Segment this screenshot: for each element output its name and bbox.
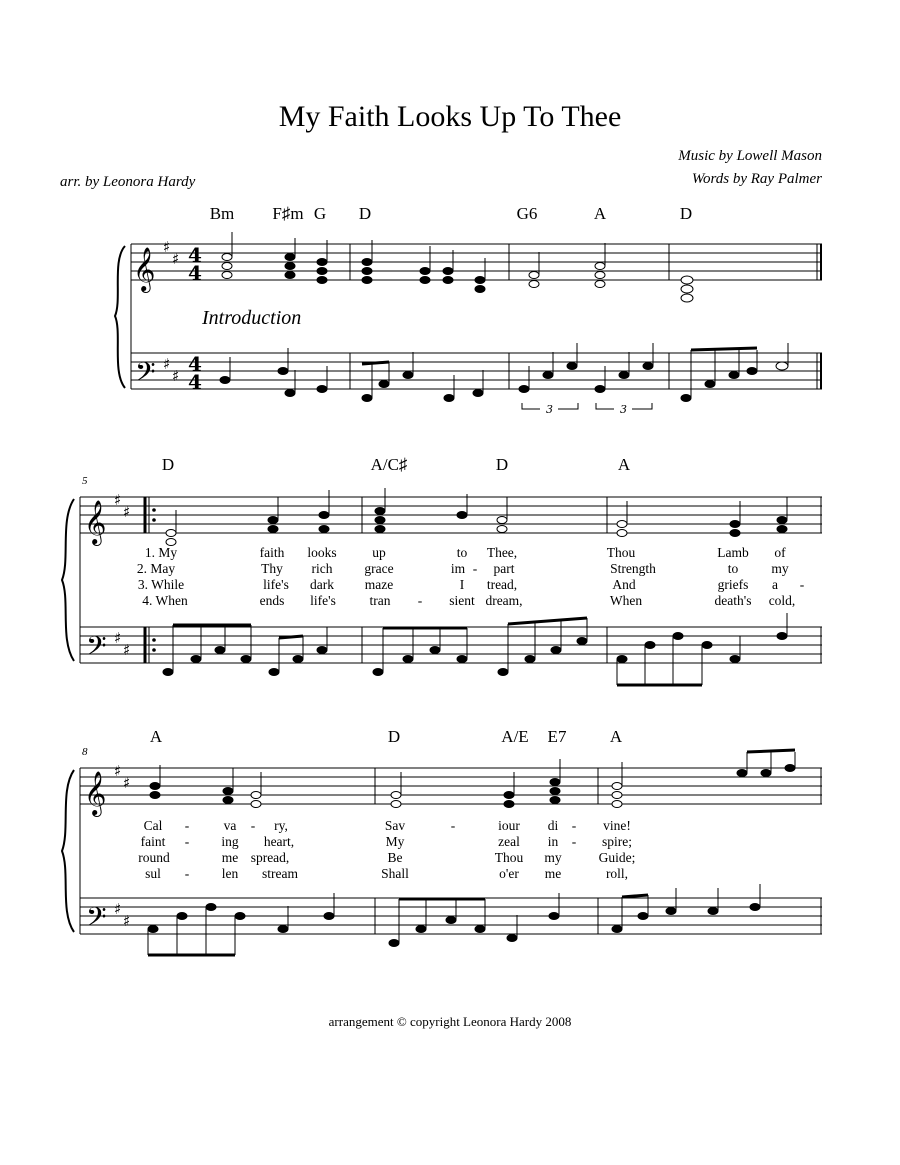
note	[166, 539, 176, 546]
note	[507, 935, 517, 942]
chord-symbol: D	[495, 455, 509, 474]
note	[595, 263, 605, 270]
note	[567, 363, 577, 370]
note	[420, 268, 430, 275]
brace	[62, 770, 74, 932]
note	[251, 792, 261, 799]
lyric-syllable: up	[372, 545, 386, 560]
note	[443, 268, 453, 275]
measure-number: 5	[82, 475, 88, 487]
lyric-syllable: dream,	[485, 593, 523, 608]
note	[278, 368, 288, 375]
lyric-syllable: life's	[263, 577, 289, 592]
note	[444, 395, 454, 402]
time-sig-bottom: 4	[188, 261, 202, 285]
note	[206, 904, 216, 911]
note	[317, 268, 327, 275]
note	[776, 362, 788, 370]
note	[681, 294, 693, 302]
triplet-number: 3	[546, 403, 553, 416]
note	[403, 372, 413, 379]
words-credit: Words by Ray Palmer	[691, 171, 822, 187]
lyric-syllable: 4. When	[142, 593, 188, 608]
note	[379, 381, 389, 388]
note	[504, 801, 514, 808]
sharp-icon: ♯	[114, 762, 122, 780]
lyric-syllable: faint	[140, 834, 166, 849]
lyric-syllable: -	[571, 834, 577, 849]
note	[666, 908, 676, 915]
note	[362, 395, 372, 402]
lyric-syllable: -	[250, 818, 256, 833]
note	[525, 656, 535, 663]
lyric-syllable: Sav	[384, 818, 406, 833]
lyric-syllable: im	[450, 561, 466, 576]
note	[750, 904, 760, 911]
lyric-syllable: -	[450, 818, 456, 833]
lyric-syllable: my	[771, 561, 789, 576]
lyric-syllable: roll,	[605, 866, 629, 881]
note	[612, 783, 622, 790]
lyric-syllable: 3. While	[137, 577, 185, 592]
lyric-syllable: stream	[262, 866, 298, 881]
note	[475, 277, 485, 284]
introduction-label: Introduction	[202, 307, 302, 329]
chord-symbol: D	[358, 204, 372, 223]
lyric-syllable: Lamb	[717, 545, 749, 560]
lyric-syllable: a	[772, 577, 778, 592]
note	[777, 526, 787, 533]
chord-symbol: D	[679, 204, 693, 223]
note	[215, 647, 225, 654]
lyric-syllable: Thy	[261, 561, 283, 576]
note	[577, 638, 587, 645]
treble-clef-icon: 𝄞	[133, 247, 156, 291]
note	[362, 277, 372, 284]
measure-number: 8	[82, 746, 88, 758]
note	[241, 656, 251, 663]
note	[163, 669, 173, 676]
lyric-syllable: sul	[145, 866, 161, 881]
note	[222, 263, 232, 270]
time-sig-top: 4	[188, 352, 202, 376]
note	[420, 277, 430, 284]
note	[617, 521, 627, 528]
note	[317, 277, 327, 284]
note	[389, 940, 399, 947]
lyric-syllable: di	[547, 818, 559, 833]
note	[375, 526, 385, 533]
note	[220, 377, 230, 384]
chord-symbol: A	[609, 727, 623, 746]
note	[638, 913, 648, 920]
lyric-syllable: -	[184, 818, 190, 833]
lyric-syllable: griefs	[717, 577, 749, 592]
note	[373, 669, 383, 676]
chord-symbol: A	[593, 204, 607, 223]
note	[391, 801, 401, 808]
lyric-syllable: rich	[311, 561, 333, 576]
chord-symbol: A/C♯	[370, 455, 408, 474]
note	[457, 656, 467, 663]
lyric-syllable: Strength	[610, 561, 656, 576]
brace	[62, 499, 74, 661]
note	[681, 395, 691, 402]
treble-staff-2	[80, 497, 822, 533]
note	[551, 647, 561, 654]
note	[681, 276, 693, 284]
note	[443, 277, 453, 284]
note	[285, 254, 295, 261]
lyric-syllable: vine!	[603, 818, 631, 833]
note	[737, 770, 747, 777]
note	[446, 917, 456, 924]
lyric-syllable: And	[612, 577, 636, 592]
lyric-syllable: Cal	[143, 818, 163, 833]
sharp-icon: ♯	[163, 355, 171, 373]
chord-symbol: G6	[516, 204, 538, 223]
treble-clef-icon: 𝄞	[84, 771, 107, 815]
sharp-icon: ♯	[114, 629, 122, 647]
note	[550, 779, 560, 786]
note	[617, 656, 627, 663]
note	[391, 792, 401, 799]
note	[416, 926, 426, 933]
note	[475, 926, 485, 933]
treble-clef-icon: 𝄞	[84, 500, 107, 544]
chord-symbol: A	[149, 727, 163, 746]
note	[612, 792, 622, 799]
note	[317, 259, 327, 266]
note	[645, 642, 655, 649]
lyric-syllable: spread,	[250, 850, 290, 865]
note	[730, 530, 740, 537]
lyric-syllable: in	[547, 834, 559, 849]
note	[617, 530, 627, 537]
note	[473, 390, 483, 397]
note	[375, 517, 385, 524]
note	[269, 669, 279, 676]
note	[729, 372, 739, 379]
note	[191, 656, 201, 663]
sharp-icon: ♯	[114, 491, 122, 509]
lyric-syllable: life's	[310, 593, 336, 608]
chord-symbol: A/E	[501, 727, 529, 746]
note	[278, 926, 288, 933]
lyric-syllable: death's	[714, 593, 752, 608]
lyric-syllable: Thou	[606, 545, 636, 560]
note	[285, 272, 295, 279]
note	[223, 788, 233, 795]
sharp-icon: ♯	[123, 641, 131, 659]
lyric-syllable: part	[493, 561, 515, 576]
lyric-syllable: ry,	[274, 818, 288, 833]
treble-staff-1	[131, 244, 822, 280]
lyric-syllable: I	[459, 577, 465, 592]
note	[612, 926, 622, 933]
lyric-syllable: o'er	[499, 866, 519, 881]
note	[403, 656, 413, 663]
bass-clef-icon: 𝄢	[86, 901, 107, 939]
lyric-syllable: looks	[307, 545, 337, 560]
lyric-syllable: len	[221, 866, 239, 881]
chord-symbol: E7	[547, 727, 567, 746]
note	[251, 801, 261, 808]
lyric-syllable: me	[544, 866, 562, 881]
note	[595, 386, 605, 393]
note	[235, 913, 245, 920]
lyric-syllable: to	[727, 561, 739, 576]
note	[619, 372, 629, 379]
note	[529, 272, 539, 279]
note	[166, 530, 176, 537]
lyric-syllable: va	[223, 818, 237, 833]
note	[785, 765, 795, 772]
chord-symbol: F♯m	[272, 204, 304, 223]
lyric-syllable: Thee,	[486, 545, 518, 560]
note	[673, 633, 683, 640]
note	[150, 783, 160, 790]
sharp-icon: ♯	[123, 912, 131, 930]
note	[529, 281, 539, 288]
lyric-syllable: tread,	[486, 577, 518, 592]
note	[777, 517, 787, 524]
lyric-syllable: 1. My	[144, 545, 178, 560]
lyric-syllable: -	[184, 866, 190, 881]
note	[643, 363, 653, 370]
note	[285, 390, 295, 397]
lyric-syllable: -	[799, 577, 805, 592]
lyric-syllable: Guide;	[598, 850, 636, 865]
note	[550, 788, 560, 795]
arranger-credit: arr. by Leonora Hardy	[60, 174, 196, 190]
treble-staff-3	[80, 768, 822, 804]
note	[761, 770, 771, 777]
lyric-syllable: of	[774, 545, 786, 560]
note	[324, 913, 334, 920]
lyric-syllable: My	[385, 834, 405, 849]
lyric-syllable: iour	[498, 818, 520, 833]
note	[362, 259, 372, 266]
lyric-syllable: sient	[449, 593, 475, 608]
lyric-syllable: grace	[364, 561, 394, 576]
lyric-syllable: dark	[310, 577, 334, 592]
chord-symbol: G	[313, 204, 327, 223]
lyric-syllable: cold,	[768, 593, 796, 608]
chord-symbol: D	[387, 727, 401, 746]
note	[519, 386, 529, 393]
note	[362, 268, 372, 275]
note	[504, 792, 514, 799]
sharp-icon: ♯	[114, 900, 122, 918]
note	[222, 254, 232, 261]
note	[148, 926, 158, 933]
note	[457, 512, 467, 519]
bass-clef-icon: 𝄢	[135, 356, 156, 394]
note	[317, 647, 327, 654]
bass-clef-icon: 𝄢	[86, 630, 107, 668]
note	[222, 272, 232, 279]
music-credit: Music by Lowell Mason	[678, 148, 822, 164]
copyright-notice: arrangement © copyright Leonora Hardy 2008	[328, 1014, 572, 1029]
note	[705, 381, 715, 388]
note	[730, 656, 740, 663]
lyric-syllable: -	[184, 834, 190, 849]
note	[497, 526, 507, 533]
note	[177, 913, 187, 920]
lyric-syllable: ing	[221, 834, 239, 849]
lyric-syllable: round	[138, 850, 170, 865]
note	[747, 368, 757, 375]
note	[475, 286, 485, 293]
sharp-icon: ♯	[172, 250, 180, 268]
song-title: My Faith Looks Up To Thee	[278, 100, 622, 133]
lyric-syllable: ends	[259, 593, 285, 608]
lyric-syllable: Be	[387, 850, 403, 865]
chord-symbol: D	[161, 455, 175, 474]
lyric-syllable: -	[472, 561, 478, 576]
note	[285, 263, 295, 270]
sharp-icon: ♯	[123, 774, 131, 792]
note	[268, 526, 278, 533]
note	[730, 521, 740, 528]
time-sig-bottom: 4	[188, 370, 202, 394]
note	[549, 913, 559, 920]
note	[708, 908, 718, 915]
lyric-syllable: faith	[259, 545, 285, 560]
note	[293, 656, 303, 663]
note	[375, 508, 385, 515]
note	[543, 372, 553, 379]
lyric-syllable: -	[417, 593, 423, 608]
lyric-syllable: maze	[364, 577, 394, 592]
note	[612, 801, 622, 808]
lyric-syllable: spire;	[602, 834, 632, 849]
triplet-number: 3	[620, 403, 627, 416]
note	[550, 797, 560, 804]
chord-symbol: Bm	[209, 204, 235, 223]
note	[777, 633, 787, 640]
lyric-syllable: Shall	[381, 866, 409, 881]
chord-symbol: A	[617, 455, 631, 474]
note	[430, 647, 440, 654]
note	[681, 285, 693, 293]
lyric-syllable: my	[544, 850, 562, 865]
lyric-syllable: heart,	[263, 834, 295, 849]
lyric-syllable: 2. May	[136, 561, 176, 576]
brace	[115, 246, 125, 388]
note	[702, 642, 712, 649]
lyric-syllable: zeal	[498, 834, 520, 849]
note	[595, 281, 605, 288]
lyric-syllable: Thou	[494, 850, 524, 865]
lyric-syllable: When	[609, 593, 643, 608]
sharp-icon: ♯	[123, 503, 131, 521]
lyric-syllable: -	[571, 818, 577, 833]
lyric-syllable: me	[221, 850, 239, 865]
time-sig-top: 4	[188, 243, 202, 267]
lyric-syllable: to	[456, 545, 468, 560]
note	[319, 512, 329, 519]
note	[317, 386, 327, 393]
sharp-icon: ♯	[172, 367, 180, 385]
note	[150, 792, 160, 799]
bass-staff-1	[131, 353, 822, 389]
note	[223, 797, 233, 804]
note	[595, 272, 605, 279]
lyric-syllable: tran	[369, 593, 391, 608]
note	[498, 669, 508, 676]
note	[319, 526, 329, 533]
note	[497, 517, 507, 524]
note	[268, 517, 278, 524]
sharp-icon: ♯	[163, 238, 171, 256]
